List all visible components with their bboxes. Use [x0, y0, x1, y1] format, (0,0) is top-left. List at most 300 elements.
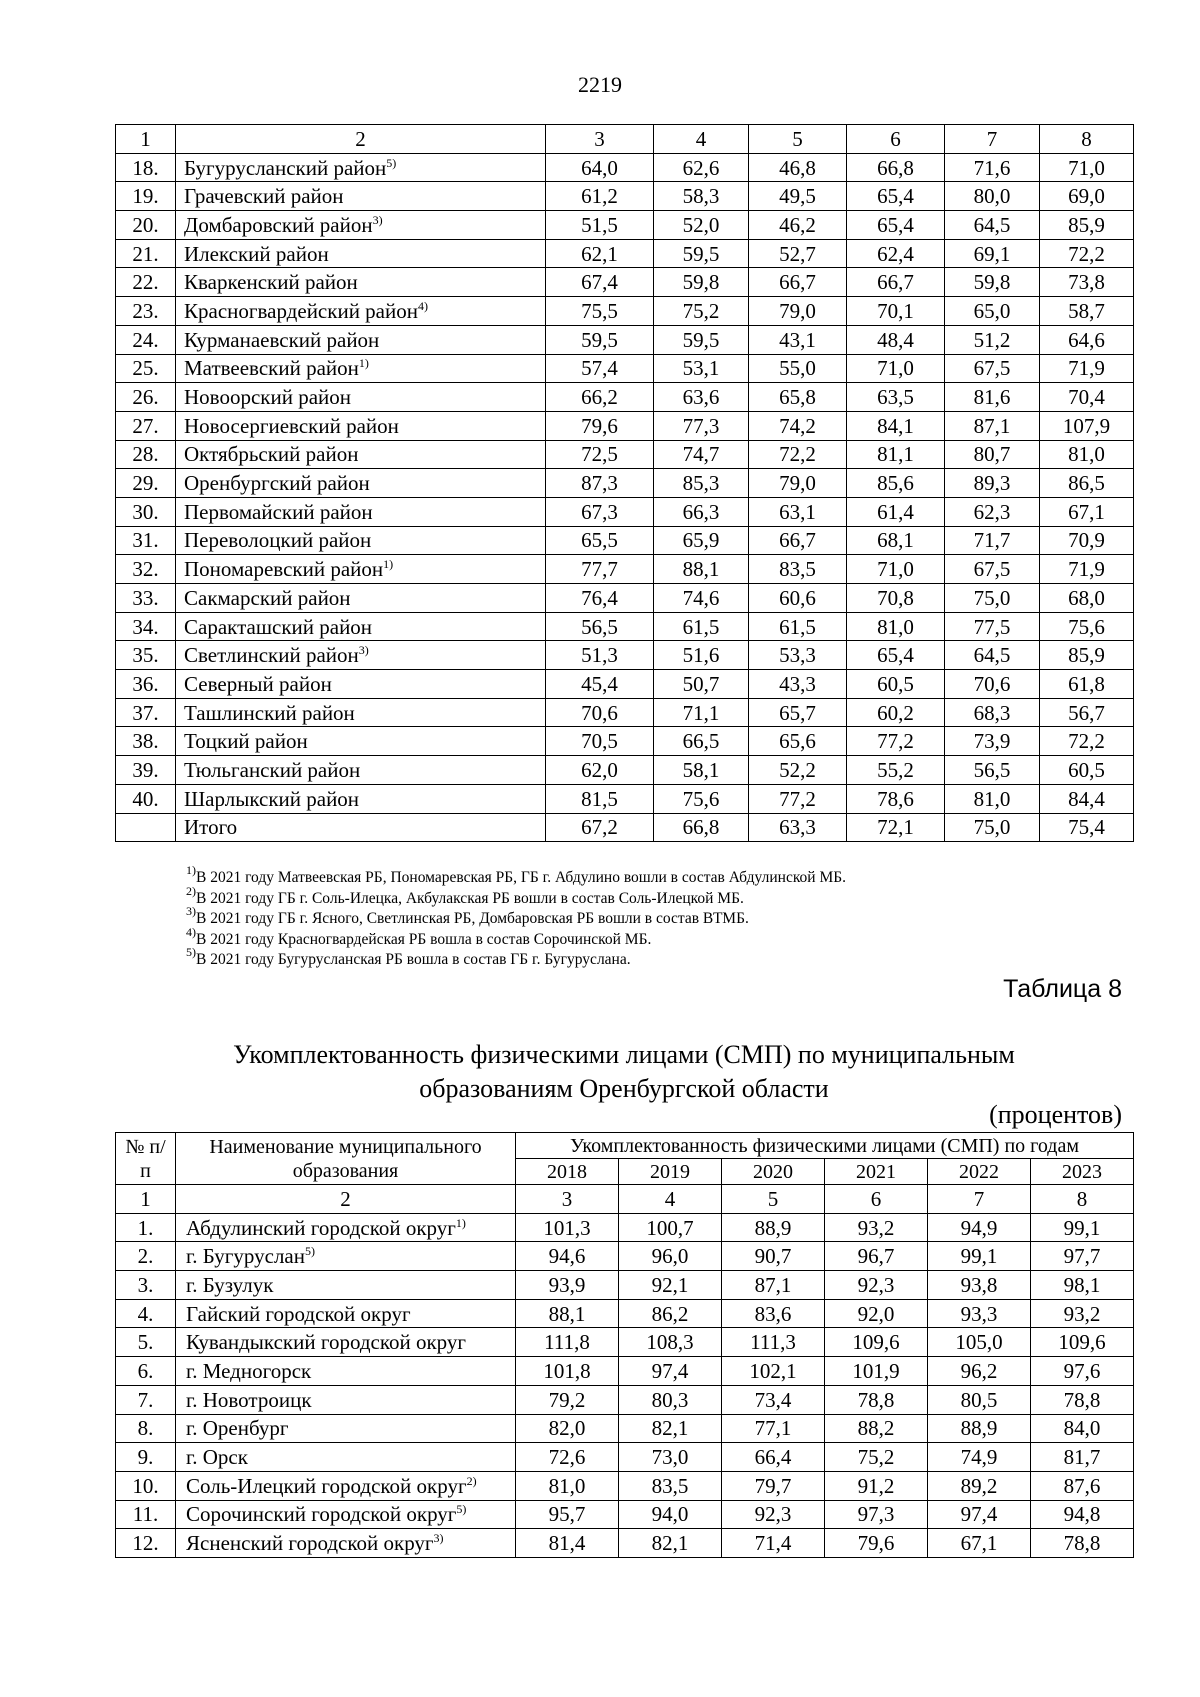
value-cell: 75,0: [945, 813, 1040, 842]
value-cell: 56,7: [1040, 698, 1134, 727]
column-index: 4: [619, 1185, 722, 1214]
footnote-mark: 2): [186, 883, 196, 898]
value-cell: 82,1: [619, 1529, 722, 1558]
row-number: 25.: [116, 354, 176, 383]
region-name-text: г. Бугуруслан: [186, 1244, 305, 1269]
region-name-text: Переволоцкий район: [184, 528, 372, 553]
row-number: 1.: [116, 1213, 176, 1242]
region-name: [176, 1414, 516, 1443]
table-row: [116, 239, 1134, 268]
region-name-text: Оренбургский район: [184, 471, 370, 496]
value-cell: 94,0: [619, 1500, 722, 1529]
footnote-mark: 5): [186, 945, 196, 959]
value-cell: 84,4: [1040, 784, 1134, 813]
region-name-text: г. Новотроицк: [186, 1387, 312, 1412]
value-cell: 71,7: [945, 526, 1040, 555]
region-name: [176, 182, 546, 211]
value-cell: 52,2: [749, 756, 847, 785]
footnote-mark: 5): [386, 155, 397, 170]
value-cell: 70,9: [1040, 526, 1134, 555]
value-cell: 64,6: [1040, 325, 1134, 354]
row-number: 6.: [116, 1357, 176, 1386]
value-cell: 59,5: [546, 325, 654, 354]
table-row: [116, 411, 1134, 440]
value-cell: 67,5: [945, 555, 1040, 584]
value-cell: 93,9: [516, 1271, 619, 1300]
value-cell: 77,7: [546, 555, 654, 584]
region-name-text: Саракташский район: [184, 614, 373, 639]
value-cell: 78,8: [825, 1385, 928, 1414]
region-name: [176, 469, 546, 498]
value-cell: 79,7: [722, 1471, 825, 1500]
region-name: [176, 383, 546, 412]
footnote-mark: 1): [383, 557, 394, 572]
table-row: [116, 211, 1134, 240]
value-cell: 52,7: [749, 239, 847, 268]
value-cell: 60,5: [847, 670, 945, 699]
value-cell: 79,0: [749, 469, 847, 498]
value-cell: 49,5: [749, 182, 847, 211]
value-cell: 66,2: [546, 383, 654, 412]
region-name: [176, 526, 546, 555]
value-cell: 72,6: [516, 1443, 619, 1472]
value-cell: 77,2: [847, 727, 945, 756]
value-cell: 85,6: [847, 469, 945, 498]
value-cell: 83,6: [722, 1299, 825, 1328]
value-cell: 70,6: [546, 698, 654, 727]
row-number: 23.: [116, 297, 176, 326]
value-cell: 43,1: [749, 325, 847, 354]
region-name-text: Светлинский район: [184, 643, 359, 668]
value-cell: 82,1: [619, 1414, 722, 1443]
value-cell: 75,6: [654, 784, 749, 813]
column-index: 3: [516, 1185, 619, 1214]
value-cell: 74,6: [654, 584, 749, 613]
value-cell: 65,5: [546, 526, 654, 555]
value-cell: 94,6: [516, 1242, 619, 1271]
value-cell: 81,1: [847, 440, 945, 469]
value-cell: 50,7: [654, 670, 749, 699]
value-cell: 111,8: [516, 1328, 619, 1357]
table-row: [116, 670, 1134, 699]
value-cell: 61,2: [546, 182, 654, 211]
table-row: [116, 1271, 1134, 1300]
value-cell: 66,7: [749, 268, 847, 297]
row-number: 4.: [116, 1299, 176, 1328]
value-cell: 87,6: [1031, 1471, 1134, 1500]
value-cell: 64,0: [546, 153, 654, 182]
value-cell: 75,2: [825, 1443, 928, 1472]
value-cell: 74,2: [749, 411, 847, 440]
value-cell: 62,6: [654, 153, 749, 182]
value-cell: 96,2: [928, 1357, 1031, 1386]
region-name-text: Итого: [184, 815, 238, 840]
region-name: [176, 325, 546, 354]
footnote-text: В 2021 году Матвеевская РБ, Пономаревская РБ, ГБ г. Абдулино вошли в состав Абдулинской МБ.: [196, 869, 847, 886]
value-cell: 87,3: [546, 469, 654, 498]
value-cell: 80,7: [945, 440, 1040, 469]
region-name: [176, 1443, 516, 1472]
region-name-text: Первомайский район: [184, 499, 373, 524]
value-cell: 59,5: [654, 239, 749, 268]
value-cell: 77,3: [654, 411, 749, 440]
value-cell: 62,1: [546, 239, 654, 268]
value-cell: 43,3: [749, 670, 847, 699]
value-cell: 97,6: [1031, 1357, 1134, 1386]
value-cell: 62,0: [546, 756, 654, 785]
value-cell: 87,1: [722, 1271, 825, 1300]
value-cell: 64,5: [945, 641, 1040, 670]
region-name: [176, 1242, 516, 1271]
value-cell: 105,0: [928, 1328, 1031, 1357]
units-label: (процентов): [989, 1100, 1122, 1129]
value-cell: 61,4: [847, 497, 945, 526]
value-cell: 63,6: [654, 383, 749, 412]
column-index-row: [116, 1185, 1134, 1214]
value-cell: 71,9: [1040, 555, 1134, 584]
value-cell: 59,5: [654, 325, 749, 354]
region-name-text: Красногвардейский район: [184, 298, 418, 323]
region-name-text: Пономаревский район: [184, 557, 384, 582]
row-number: 39.: [116, 756, 176, 785]
row-number: 5.: [116, 1328, 176, 1357]
value-cell: 88,9: [722, 1213, 825, 1242]
value-cell: 71,1: [654, 698, 749, 727]
table-row: [116, 641, 1134, 670]
footnote-mark: 2): [466, 1473, 477, 1488]
value-cell: 100,7: [619, 1213, 722, 1242]
row-number: 27.: [116, 411, 176, 440]
table-row: [116, 756, 1134, 785]
table-row: [116, 1299, 1134, 1328]
region-name: [176, 555, 546, 584]
value-cell: 55,2: [847, 756, 945, 785]
value-cell: 66,7: [847, 268, 945, 297]
value-cell: 86,5: [1040, 469, 1134, 498]
footnote-mark: 1): [358, 356, 369, 371]
value-cell: 99,1: [928, 1242, 1031, 1271]
value-cell: 92,3: [722, 1500, 825, 1529]
value-cell: 68,1: [847, 526, 945, 555]
column-index: 6: [825, 1185, 928, 1214]
value-cell: 93,2: [1031, 1299, 1134, 1328]
value-cell: 86,2: [619, 1299, 722, 1328]
region-name-text: Ясненский городской округ: [186, 1531, 434, 1556]
column-index: 4: [654, 125, 749, 154]
value-cell: 84,1: [847, 411, 945, 440]
value-cell: 81,0: [516, 1471, 619, 1500]
region-name-text: Соль-Илецкий городской округ: [186, 1473, 467, 1498]
value-cell: 79,0: [749, 297, 847, 326]
region-name-text: Домбаровский район: [184, 212, 373, 237]
value-cell: 69,0: [1040, 182, 1134, 211]
value-cell: 73,0: [619, 1443, 722, 1472]
value-cell: 59,8: [945, 268, 1040, 297]
table-row: [116, 153, 1134, 182]
value-cell: 97,4: [619, 1357, 722, 1386]
value-cell: 71,6: [945, 153, 1040, 182]
table-row: [116, 297, 1134, 326]
table-row: [116, 268, 1134, 297]
value-cell: 65,8: [749, 383, 847, 412]
row-number: 22.: [116, 268, 176, 297]
table-row: [116, 497, 1134, 526]
page-number: 2219: [578, 72, 622, 97]
value-cell: 98,1: [1031, 1271, 1134, 1300]
table-row: [116, 1213, 1134, 1242]
value-cell: 61,5: [749, 612, 847, 641]
column-index: 1: [116, 1185, 176, 1214]
row-number: 24.: [116, 325, 176, 354]
value-cell: 96,0: [619, 1242, 722, 1271]
value-cell: 67,1: [1040, 497, 1134, 526]
value-cell: 58,7: [1040, 297, 1134, 326]
row-number: 3.: [116, 1271, 176, 1300]
footnote-text: В 2021 году Красногвардейская РБ вошла в состав Сорочинской МБ.: [196, 930, 652, 948]
value-cell: 78,8: [1031, 1529, 1134, 1558]
region-name: [176, 784, 546, 813]
region-name-text: Гайский городской округ: [186, 1301, 411, 1326]
table-row: [116, 584, 1134, 613]
value-cell: 71,0: [847, 354, 945, 383]
value-cell: 75,5: [546, 297, 654, 326]
header-number: № п/п: [116, 1133, 176, 1185]
row-number: 21.: [116, 239, 176, 268]
value-cell: 72,2: [1040, 239, 1134, 268]
column-index: 8: [1031, 1185, 1134, 1214]
value-cell: 63,1: [749, 497, 847, 526]
value-cell: 84,0: [1031, 1414, 1134, 1443]
value-cell: 68,3: [945, 698, 1040, 727]
row-number: 12.: [116, 1529, 176, 1558]
row-number: 38.: [116, 727, 176, 756]
value-cell: 63,5: [847, 383, 945, 412]
table-row: [116, 698, 1134, 727]
value-cell: 93,8: [928, 1271, 1031, 1300]
region-name: [176, 1500, 516, 1529]
row-number: 28.: [116, 440, 176, 469]
header-year: 2020: [722, 1159, 825, 1185]
table-row: [116, 1500, 1134, 1529]
value-cell: 80,3: [619, 1385, 722, 1414]
table-row: [116, 1443, 1134, 1472]
value-cell: 107,9: [1040, 411, 1134, 440]
value-cell: 74,9: [928, 1443, 1031, 1472]
value-cell: 93,2: [825, 1213, 928, 1242]
value-cell: 71,9: [1040, 354, 1134, 383]
value-cell: 92,3: [825, 1271, 928, 1300]
value-cell: 65,6: [749, 727, 847, 756]
row-number: 11.: [116, 1500, 176, 1529]
region-name: [176, 1299, 516, 1328]
value-cell: 64,5: [945, 211, 1040, 240]
footnote: [186, 924, 846, 951]
value-cell: 51,3: [546, 641, 654, 670]
table-row: [116, 784, 1134, 813]
region-name-text: Новоорский район: [184, 385, 351, 410]
region-name-text: Тюльганский район: [184, 757, 361, 782]
table-label: Таблица 8: [1003, 975, 1122, 1003]
row-number: 33.: [116, 584, 176, 613]
value-cell: 99,1: [1031, 1213, 1134, 1242]
region-name-text: г. Медногорск: [186, 1358, 312, 1383]
value-cell: 65,9: [654, 526, 749, 555]
region-name: [176, 497, 546, 526]
table-row: [116, 1357, 1134, 1386]
table-row: [116, 555, 1134, 584]
value-cell: 92,1: [619, 1271, 722, 1300]
value-cell: 74,7: [654, 440, 749, 469]
column-index: 2: [176, 1185, 516, 1214]
value-cell: 65,0: [945, 297, 1040, 326]
footnote-text: В 2021 году Бугурусланская РБ вошла в состав ГБ г. Бугуруслана.: [196, 951, 631, 968]
value-cell: 73,4: [722, 1385, 825, 1414]
value-cell: 51,6: [654, 641, 749, 670]
table-row: [116, 1242, 1134, 1271]
value-cell: 52,0: [654, 211, 749, 240]
value-cell: 88,2: [825, 1414, 928, 1443]
value-cell: 77,2: [749, 784, 847, 813]
value-cell: 79,6: [546, 411, 654, 440]
column-index: 8: [1040, 125, 1134, 154]
value-cell: 75,0: [945, 584, 1040, 613]
value-cell: 65,7: [749, 698, 847, 727]
value-cell: 70,6: [945, 670, 1040, 699]
footnote: [186, 883, 846, 910]
value-cell: 60,6: [749, 584, 847, 613]
value-cell: 75,4: [1040, 813, 1134, 842]
value-cell: 72,2: [749, 440, 847, 469]
region-name: [176, 354, 546, 383]
value-cell: 94,9: [928, 1213, 1031, 1242]
row-number: 29.: [116, 469, 176, 498]
header-name: Наименование муниципального образования: [176, 1133, 516, 1185]
value-cell: 109,6: [1031, 1328, 1134, 1357]
value-cell: 101,8: [516, 1357, 619, 1386]
value-cell: 88,9: [928, 1414, 1031, 1443]
value-cell: 111,3: [722, 1328, 825, 1357]
value-cell: 67,4: [546, 268, 654, 297]
region-name-text: г. Бузулук: [186, 1272, 274, 1297]
column-index: 5: [749, 125, 847, 154]
value-cell: 76,4: [546, 584, 654, 613]
value-cell: 81,0: [1040, 440, 1134, 469]
value-cell: 80,5: [928, 1385, 1031, 1414]
row-number: 32.: [116, 555, 176, 584]
header-year: 2018: [516, 1159, 619, 1185]
value-cell: 46,8: [749, 153, 847, 182]
value-cell: 90,7: [722, 1242, 825, 1271]
region-name: [176, 698, 546, 727]
region-name-text: Сакмарский район: [184, 585, 351, 610]
value-cell: 66,8: [847, 153, 945, 182]
header-year: 2019: [619, 1159, 722, 1185]
footnote-text: В 2021 году ГБ г. Ясного, Светлинская РБ, Домбаровская РБ вошли в состав ВТМБ.: [196, 910, 749, 927]
region-name-text: Кваркенский район: [184, 270, 358, 295]
row-number: 8.: [116, 1414, 176, 1443]
value-cell: 66,8: [654, 813, 749, 842]
value-cell: 101,3: [516, 1213, 619, 1242]
region-name-text: Кувандыкский городской округ: [186, 1330, 467, 1355]
value-cell: 70,5: [546, 727, 654, 756]
value-cell: 85,9: [1040, 211, 1134, 240]
value-cell: 81,0: [945, 784, 1040, 813]
value-cell: 75,2: [654, 297, 749, 326]
value-cell: 96,7: [825, 1242, 928, 1271]
region-name: [176, 1271, 516, 1300]
table-row: [116, 1471, 1134, 1500]
footnote-mark: 4): [417, 298, 428, 313]
column-index: 3: [546, 125, 654, 154]
value-cell: 72,5: [546, 440, 654, 469]
column-index: 6: [847, 125, 945, 154]
column-index: 7: [945, 125, 1040, 154]
value-cell: 89,3: [945, 469, 1040, 498]
region-name: [176, 1357, 516, 1386]
value-cell: 88,1: [654, 555, 749, 584]
footnote-mark: 3): [433, 1531, 444, 1546]
value-cell: 51,5: [546, 211, 654, 240]
value-cell: 71,4: [722, 1529, 825, 1558]
value-cell: 102,1: [722, 1357, 825, 1386]
footnote-mark: 5): [304, 1244, 315, 1259]
table-title-line-2: образованиям Оренбургской области: [419, 1074, 829, 1103]
region-name-text: Октябрьский район: [184, 442, 359, 467]
footnote-mark: 5): [456, 1502, 467, 1517]
region-name: [176, 153, 546, 182]
row-number: 10.: [116, 1471, 176, 1500]
value-cell: 62,4: [847, 239, 945, 268]
table-top: [115, 124, 1134, 842]
value-cell: 78,6: [847, 784, 945, 813]
region-name: [176, 211, 546, 240]
value-cell: 53,3: [749, 641, 847, 670]
region-name: [176, 1328, 516, 1357]
value-cell: 75,6: [1040, 612, 1134, 641]
value-cell: 93,3: [928, 1299, 1031, 1328]
table-row: [116, 813, 1134, 842]
value-cell: 70,8: [847, 584, 945, 613]
row-number: 36.: [116, 670, 176, 699]
value-cell: 97,7: [1031, 1242, 1134, 1271]
region-name: [176, 641, 546, 670]
value-cell: 81,7: [1031, 1443, 1134, 1472]
value-cell: 73,8: [1040, 268, 1134, 297]
value-cell: 83,5: [619, 1471, 722, 1500]
row-number: 26.: [116, 383, 176, 412]
table-row: [116, 612, 1134, 641]
region-name: [176, 670, 546, 699]
region-name-text: Тоцкий район: [184, 729, 308, 754]
table-title-line-1: Укомплектованность физическими лицами (СМП) по муниципальным: [233, 1040, 1015, 1069]
region-name-text: Шарлыкский район: [184, 786, 360, 811]
value-cell: 109,6: [825, 1328, 928, 1357]
value-cell: 63,3: [749, 813, 847, 842]
value-cell: 67,1: [928, 1529, 1031, 1558]
region-name-text: Матвеевский район: [184, 356, 359, 381]
value-cell: 88,1: [516, 1299, 619, 1328]
value-cell: 55,0: [749, 354, 847, 383]
value-cell: 51,2: [945, 325, 1040, 354]
row-number: 9.: [116, 1443, 176, 1472]
footnote-mark: 4): [186, 924, 196, 939]
value-cell: 77,5: [945, 612, 1040, 641]
region-name: [176, 1471, 516, 1500]
table-row: [116, 1529, 1134, 1558]
footnote-mark: 3): [358, 643, 369, 658]
value-cell: 108,3: [619, 1328, 722, 1357]
value-cell: 79,2: [516, 1385, 619, 1414]
